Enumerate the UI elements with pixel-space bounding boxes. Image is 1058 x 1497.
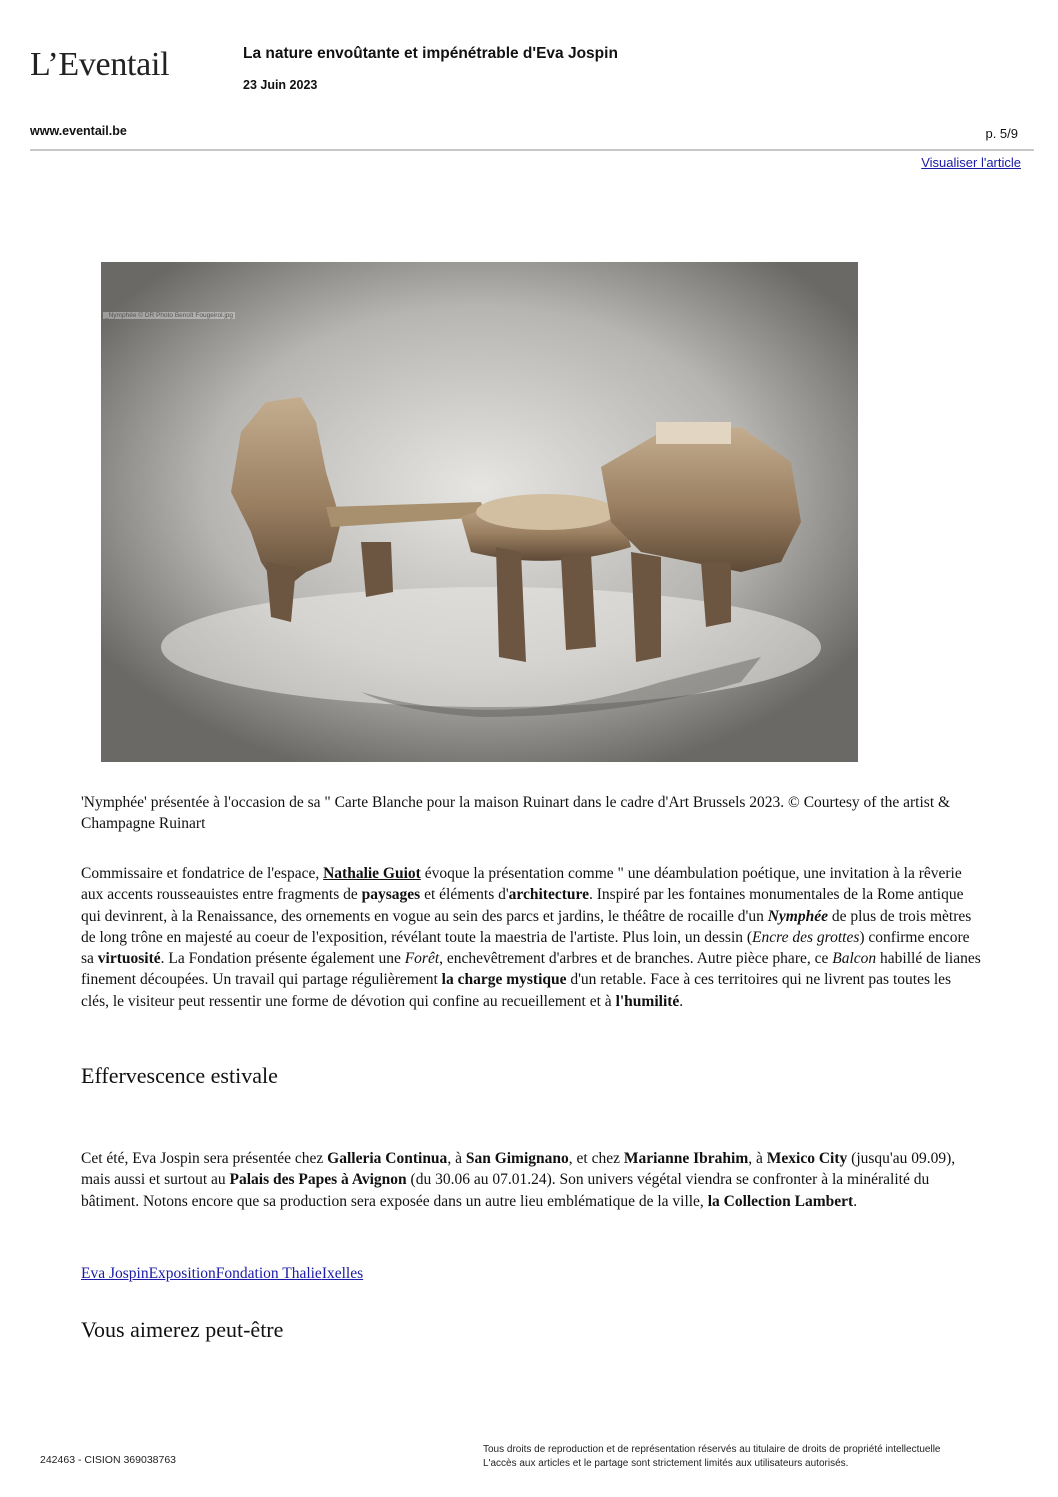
photo-caption: 'Nymphée' présentée à l'occasion de sa " Carte Blanche pour la maison Ruinart dans le cadre d'Art Brussels 2023. © Courtesy of the artist & Champagne Ruinart <box>81 794 951 832</box>
sculpture-illustration <box>101 262 858 762</box>
article-photo <box>101 262 858 762</box>
section-heading-summer: Effervescence estivale <box>81 1063 278 1088</box>
body-paragraph-1: Commissaire et fondatrice de l'espace, Nathalie Guiot évoque la présentation comme " une déambulation poétique, une invitation à la rêverie aux accents rousseauistes entre fragments de paysages et éléments d'architecture. Inspiré par les fontaines monumentales de la Rome antique qui devinrent, à la Renaissance, des ornements en vogue au sein des parcs et jardins, le théâtre de rocaille d'un Nymphée de plus de trois mètres de long trône en majesté au coeur de l'exposition, révélant toute la maestria de l'artiste. Plus loin, un dessin (Encre des grottes) confirme encore sa virtuosité. La Fondation présente également une Forêt, enchevêtrement d'arbres et de branches. Autre pièce phare, ce Balcon habillé de lianes finement découpées. Un travail qui partage régulièrement la charge mystique d'un retable. Face à ces territoires qui ne livrent pas toutes les clés, le visiteur peut ressentir une forme de dévotion qui confine au recueillement et à l'humilité. <box>81 865 981 1010</box>
tag-link[interactable]: Fondation Thalie <box>215 1265 322 1282</box>
page-number: p. 5/9 <box>985 126 1018 141</box>
tag-link[interactable]: Exposition <box>148 1265 216 1282</box>
header-divider <box>30 149 1034 151</box>
article-title: La nature envoûtante et impénétrable d'Eva Jospin <box>243 45 618 62</box>
tag-link[interactable]: Eva Jospin <box>81 1265 149 1282</box>
article-date: 23 Juin 2023 <box>243 78 318 92</box>
tag-link[interactable]: Ixelles <box>321 1265 364 1282</box>
footer-document-id: 242463 - CISION 369038763 <box>40 1454 177 1466</box>
brand-logo: L’Eventail <box>30 46 170 83</box>
site-url: www.eventail.be <box>30 124 127 138</box>
tag-list <box>81 1265 363 1283</box>
body-paragraph-2: Cet été, Eva Jospin sera présentée chez Galleria Continua, à San Gimignano, et chez Marianne Ibrahim, à Mexico City (jusqu'au 09.09), mais aussi et surtout au Palais des Papes à Avignon (du 30.06 au 07.01.24). Son univers végétal viendra se confronter à la minéralité du bâtiment. Notons encore que sa production sera exposée dans un autre lieu emblématique de la ville, la Collection Lambert. <box>81 1150 956 1210</box>
section-heading-related: Vous aimerez peut-être <box>81 1317 284 1342</box>
nathalie-guiot-link[interactable]: Nathalie Guiot <box>323 865 421 882</box>
photo-filename-label: _Nymphée © DR Photo Benoît Fougeirol.jpg <box>105 312 233 319</box>
view-article-link[interactable]: Visualiser l'article <box>921 155 1021 170</box>
footer-rights: Tous droits de reproduction et de représentation réservés au titulaire de droits de propriété intellectuelle L'accès aux articles et le partage sont strictement limités aux utilisateurs autorisés. <box>483 1444 941 1469</box>
